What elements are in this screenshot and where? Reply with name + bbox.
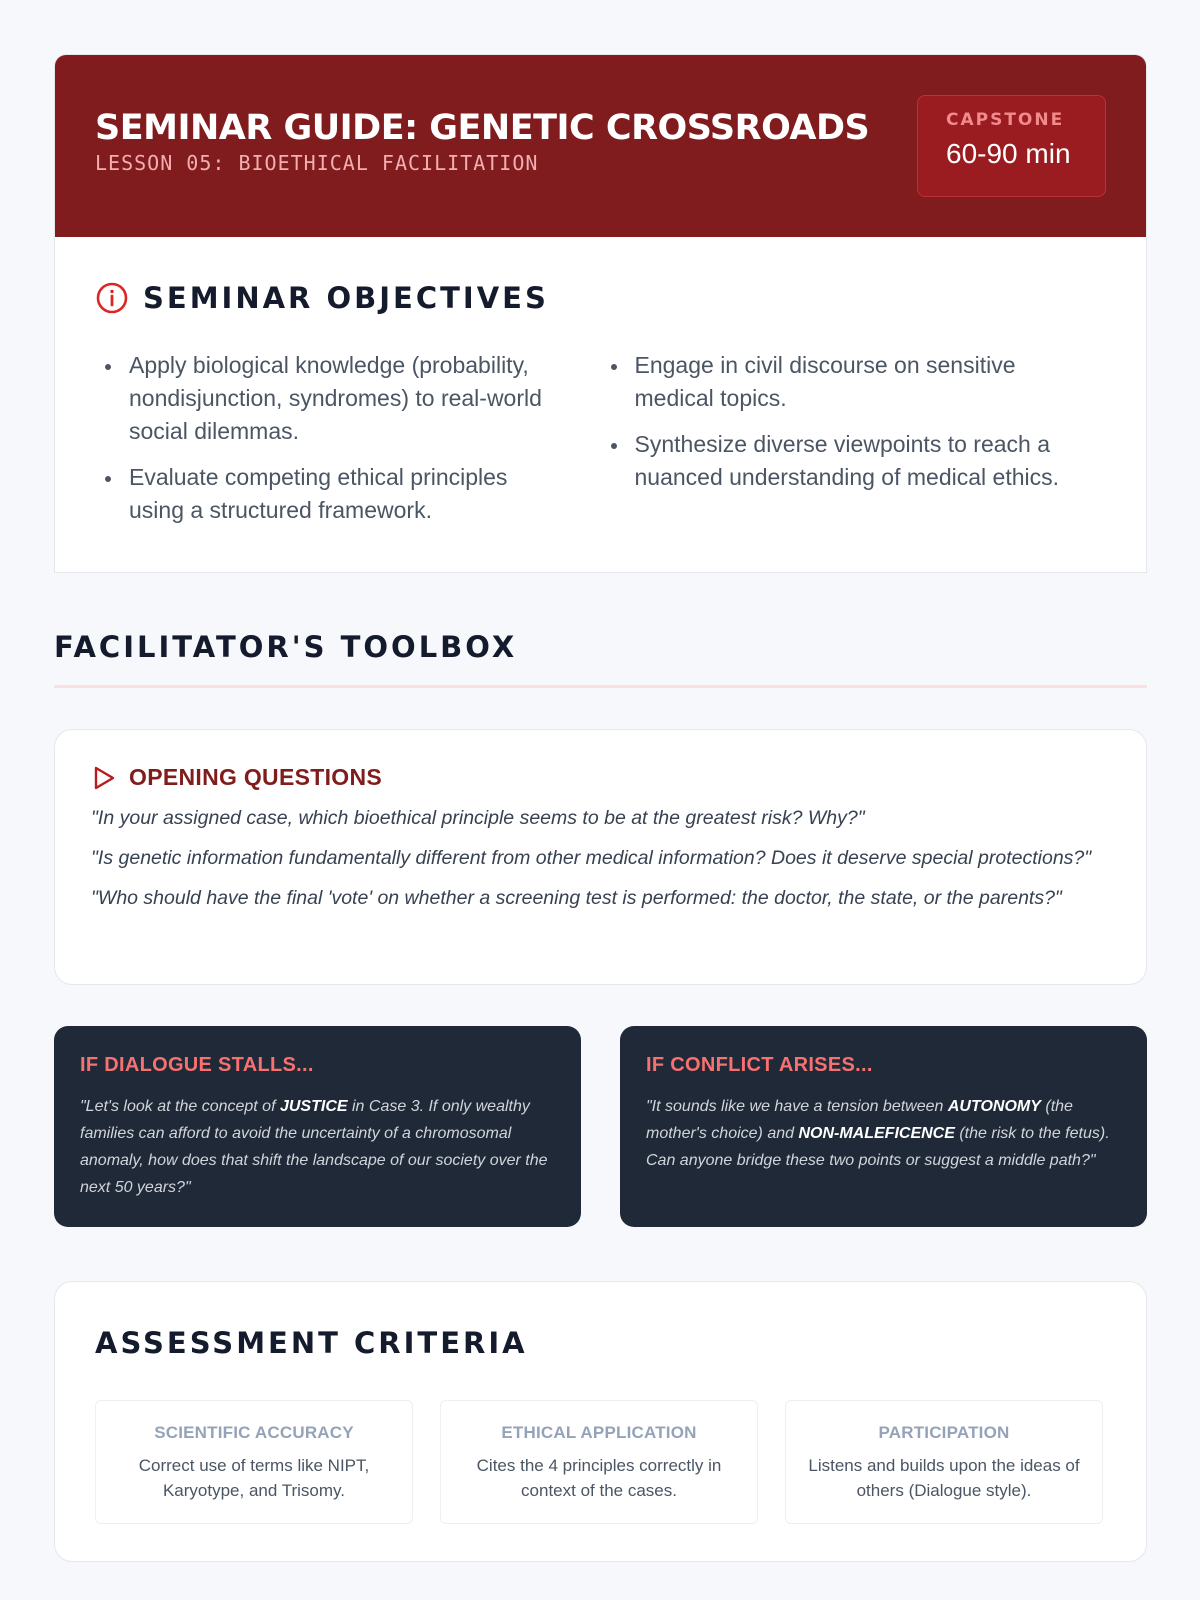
question-item: "Is genetic information fundamentally different from other medical information? Does it deserve special protections?" (91, 847, 1092, 869)
objectives-columns (95, 349, 1106, 540)
criterion-text: Correct use of terms like NIPT, Karyotype, and Trisomy. (138, 1456, 370, 1500)
prompt-text: (the risk to the fetus). Can anyone bridge these two points or suggest a middle path?" (646, 1125, 1110, 1169)
question-item: "In your assigned case, which bioethical principle seems to be at the greatest risk? Why?" (91, 807, 865, 829)
criterion-ethical-application (440, 1400, 758, 1524)
toolbox-title: FACILITATOR'S TOOLBOX (54, 630, 518, 664)
objective-item: Engage in civil discourse on sensitive medical topics. (601, 349, 1073, 415)
capstone-badge (917, 95, 1106, 197)
objective-item: Synthesize diverse viewpoints to reach a nuanced understanding of medical ethics. (601, 428, 1073, 494)
guide-card (54, 54, 1147, 573)
criterion-text: Cites the 4 principles correctly in context of the cases. (476, 1456, 722, 1500)
toolbox-divider (54, 685, 1147, 688)
dialogue-stalls-prompt (80, 1093, 555, 1201)
criterion-text: Listens and builds upon the ideas of others (Dialogue style). (808, 1456, 1080, 1500)
opening-questions-title: OPENING QUESTIONS (129, 764, 383, 790)
objectives-left-column (95, 349, 601, 540)
objectives-section (55, 237, 1146, 572)
dialogue-stalls-title: IF DIALOGUE STALLS... (80, 1054, 314, 1076)
conflict-arises-title: IF CONFLICT ARISES... (646, 1054, 873, 1076)
criterion-label: ETHICAL APPLICATION (501, 1423, 697, 1442)
criterion-label: SCIENTIFIC ACCURACY (154, 1423, 354, 1442)
prompt-text: in Case 3. If only wealthy families can afford to avoid the uncertainty of a chromosomal anomaly, how does that shift the landscape of our society over the next 50 years?" (80, 1098, 548, 1196)
badge-label: CAPSTONE (946, 110, 1065, 130)
prompt-text: "Let's look at the concept of (80, 1098, 280, 1115)
objective-item: Apply biological knowledge (probability, nondisjunction, syndromes) to real-world social dilemmas. (95, 349, 567, 448)
objectives-title: SEMINAR OBJECTIVES (143, 281, 549, 315)
opening-questions-heading (91, 764, 1110, 791)
conflict-arises-prompt (646, 1093, 1121, 1174)
criteria-row (95, 1400, 1106, 1524)
info-icon (95, 281, 129, 315)
page-title: SEMINAR GUIDE: GENETIC CROSSROADS (95, 108, 870, 148)
criterion-scientific-accuracy (95, 1400, 413, 1524)
prompt-keyword: JUSTICE (279, 1098, 348, 1115)
prompt-keyword: AUTONOMY (947, 1098, 1041, 1115)
badge-duration: 60-90 min (946, 138, 1071, 169)
dialogue-stalls-card (54, 1026, 581, 1227)
opening-questions-list (91, 805, 1110, 911)
header-banner (55, 55, 1146, 237)
prompt-text: "It sounds like we have a tension between (646, 1098, 948, 1115)
prompt-keyword: NON-MALEFICENCE (798, 1125, 955, 1142)
criterion-participation (785, 1400, 1103, 1524)
objectives-heading (95, 281, 1106, 315)
criterion-label: PARTICIPATION (878, 1423, 1010, 1442)
conflict-arises-card (620, 1026, 1147, 1227)
prompt-text: (the mother's choice) and (646, 1098, 1073, 1142)
assessment-title: ASSESSMENT CRITERIA (95, 1326, 528, 1360)
objectives-right-column (601, 349, 1107, 540)
question-item: "Who should have the final 'vote' on whether a screening test is performed: the doctor, the state, or the parents?" (91, 887, 1062, 909)
play-icon (91, 765, 117, 791)
opening-questions-card (54, 729, 1147, 985)
assessment-card (54, 1281, 1147, 1562)
lesson-subtitle: LESSON 05: BIOETHICAL FACILITATION (95, 151, 539, 175)
objective-item: Evaluate competing ethical principles using a structured framework. (95, 461, 567, 527)
